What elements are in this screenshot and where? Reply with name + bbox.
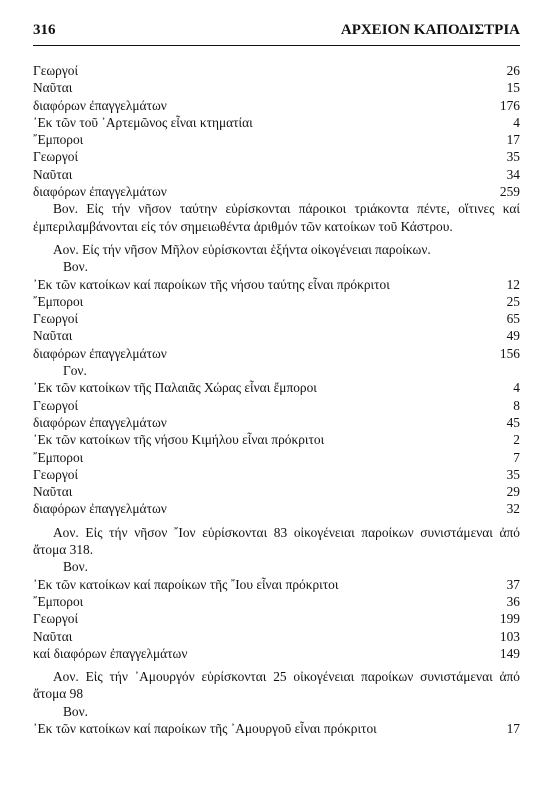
table-row <box>33 327 520 344</box>
paragraph: Αον. Εἰς τήν νῆσον Μῆλον εὑρίσκονται ἑξήντα οἰκογένειαι παροίκων. <box>53 241 431 257</box>
table-row <box>33 276 520 293</box>
table-row <box>33 628 520 645</box>
row-value: 65 <box>506 311 520 327</box>
row-value: 37 <box>506 576 520 592</box>
running-title: ΑΡΧΕΙΟΝ ΚΑΠΟΔΙΣΤΡΙΑ <box>340 22 520 38</box>
row-label: Γεωργοί <box>33 611 79 627</box>
table-row <box>33 593 520 610</box>
row-value: 45 <box>506 414 520 430</box>
row-label: ᾿Εκ τῶν τοῦ ᾿Αρτεμῶνος εἶναι κτηματίαι <box>33 114 253 130</box>
table-row <box>33 610 520 627</box>
row-value: 103 <box>499 628 520 644</box>
row-value: 2 <box>513 432 520 448</box>
row-label: ῎Εμποροι <box>33 449 84 465</box>
table-row <box>33 293 520 310</box>
row-label: Ναῦται <box>33 166 73 182</box>
row-label: διαφόρων ἐπαγγελμάτων <box>33 184 167 200</box>
row-label: Ναῦται <box>33 328 73 344</box>
page-body <box>33 62 520 737</box>
table-row <box>33 62 520 79</box>
row-label: ᾿Εκ τῶν κατοίκων καί παροίκων τῆς ᾿Αμουργοῦ εἶναι πρόκριτοι <box>33 720 377 736</box>
row-label: Γεωργοί <box>33 149 79 165</box>
row-value: 25 <box>506 293 520 309</box>
row-value: 26 <box>506 63 520 78</box>
row-label: διαφόρων ἐπαγγελμάτων <box>33 414 167 430</box>
row-label: Γεωργοί <box>33 397 79 413</box>
table-row <box>33 397 520 414</box>
row-value: 199 <box>499 611 520 627</box>
row-value: 156 <box>499 345 520 361</box>
row-label: Γεωργοί <box>33 63 79 78</box>
row-value: 49 <box>506 328 520 344</box>
row-value: 15 <box>506 80 520 96</box>
subsection-label: Βον. <box>63 559 89 575</box>
row-value: 17 <box>506 720 520 736</box>
table-row <box>33 183 520 200</box>
row-label: Ναῦται <box>33 484 73 500</box>
row-label: ῎Εμποροι <box>33 293 84 309</box>
row-value: 32 <box>506 501 520 517</box>
table-row <box>33 645 520 662</box>
row-label: ᾿Εκ τῶν κατοίκων τῆς νήσου Κιμήλου εἶναι πρόκριτοι <box>33 432 325 448</box>
table-row <box>33 379 520 396</box>
row-label: Ναῦται <box>33 628 73 644</box>
row-value: 8 <box>513 397 520 413</box>
row-value: 176 <box>499 97 520 113</box>
row-label: ῎Εμποροι <box>33 593 84 609</box>
running-header <box>33 22 520 42</box>
table-row <box>33 114 520 131</box>
row-value: 35 <box>506 466 520 482</box>
table-row <box>33 310 520 327</box>
row-label: Γεωργοί <box>33 311 79 327</box>
table-row <box>33 148 520 165</box>
row-label: καί διαφόρων ἐπαγγελμάτων <box>33 645 188 661</box>
row-label: ᾿Εκ τῶν κατοίκων καί παροίκων τῆς ῎Ιου εἶναι πρόκριτοι <box>33 576 339 592</box>
row-value: 35 <box>506 149 520 165</box>
table-row <box>33 576 520 593</box>
row-value: 17 <box>506 132 520 148</box>
paragraph: Βον. Εἰς τήν νῆσον ταύτην εὑρίσκονται πάροικοι τριάκοντα πέντε, οἵτινες καί ἐμπεριλαμβάνονται εἰς τόν σημειωθέντα ἀριθμόν τῶν κατοίκων τοῦ Κάστρου. <box>33 201 520 234</box>
row-value: 36 <box>506 593 520 609</box>
table-row <box>33 431 520 448</box>
row-value: 4 <box>513 380 520 396</box>
table-row <box>33 345 520 362</box>
row-value: 4 <box>513 114 520 130</box>
row-label: διαφόρων ἐπαγγελμάτων <box>33 345 167 361</box>
subsection-label: Βον. <box>63 259 89 275</box>
subsection-label: Βον. <box>63 703 89 719</box>
row-label: ῎Εμποροι <box>33 132 84 148</box>
row-label: Γεωργοί <box>33 466 79 482</box>
row-label: ᾿Εκ τῶν κατοίκων καί παροίκων τῆς νήσου ταύτης εἶναι πρόκριτοι <box>33 276 390 292</box>
table-row <box>33 500 520 517</box>
header-rule <box>33 45 520 46</box>
row-label: διαφόρων ἐπαγγελμάτων <box>33 501 167 517</box>
row-value: 12 <box>506 276 520 292</box>
row-value: 149 <box>499 645 520 661</box>
table-row <box>33 449 520 466</box>
table-row <box>33 414 520 431</box>
table-row <box>33 483 520 500</box>
row-value: 29 <box>506 484 520 500</box>
table-row <box>33 720 520 737</box>
row-value: 259 <box>499 184 520 200</box>
paragraph: Αον. Εἰς τήν ᾿Αμουργόν εὑρίσκονται 25 οἰκογένειαι παροίκων συνιστάμεναι ἀπό ἄτομα 98 <box>33 669 520 702</box>
table-row <box>33 79 520 96</box>
row-label: διαφόρων ἐπαγγελμάτων <box>33 97 167 113</box>
row-value: 34 <box>506 166 520 182</box>
table-row <box>33 166 520 183</box>
page-number: 316 <box>33 22 56 38</box>
table-row <box>33 466 520 483</box>
subsection-label: Γον. <box>63 363 87 379</box>
paragraph: Αον. Εἰς τήν νῆσον ῎Ιον εὑρίσκονται 83 οἰκογένειαι παροίκων συνιστάμεναι ἀπό ἄτομα 318. <box>33 524 520 558</box>
table-row <box>33 131 520 148</box>
row-label: ᾿Εκ τῶν κατοίκων τῆς Παλαιᾶς Χώρας εἶναι ἔμποροι <box>33 380 317 396</box>
row-label: Ναῦται <box>33 80 73 96</box>
row-value: 7 <box>513 449 520 465</box>
table-row <box>33 97 520 114</box>
